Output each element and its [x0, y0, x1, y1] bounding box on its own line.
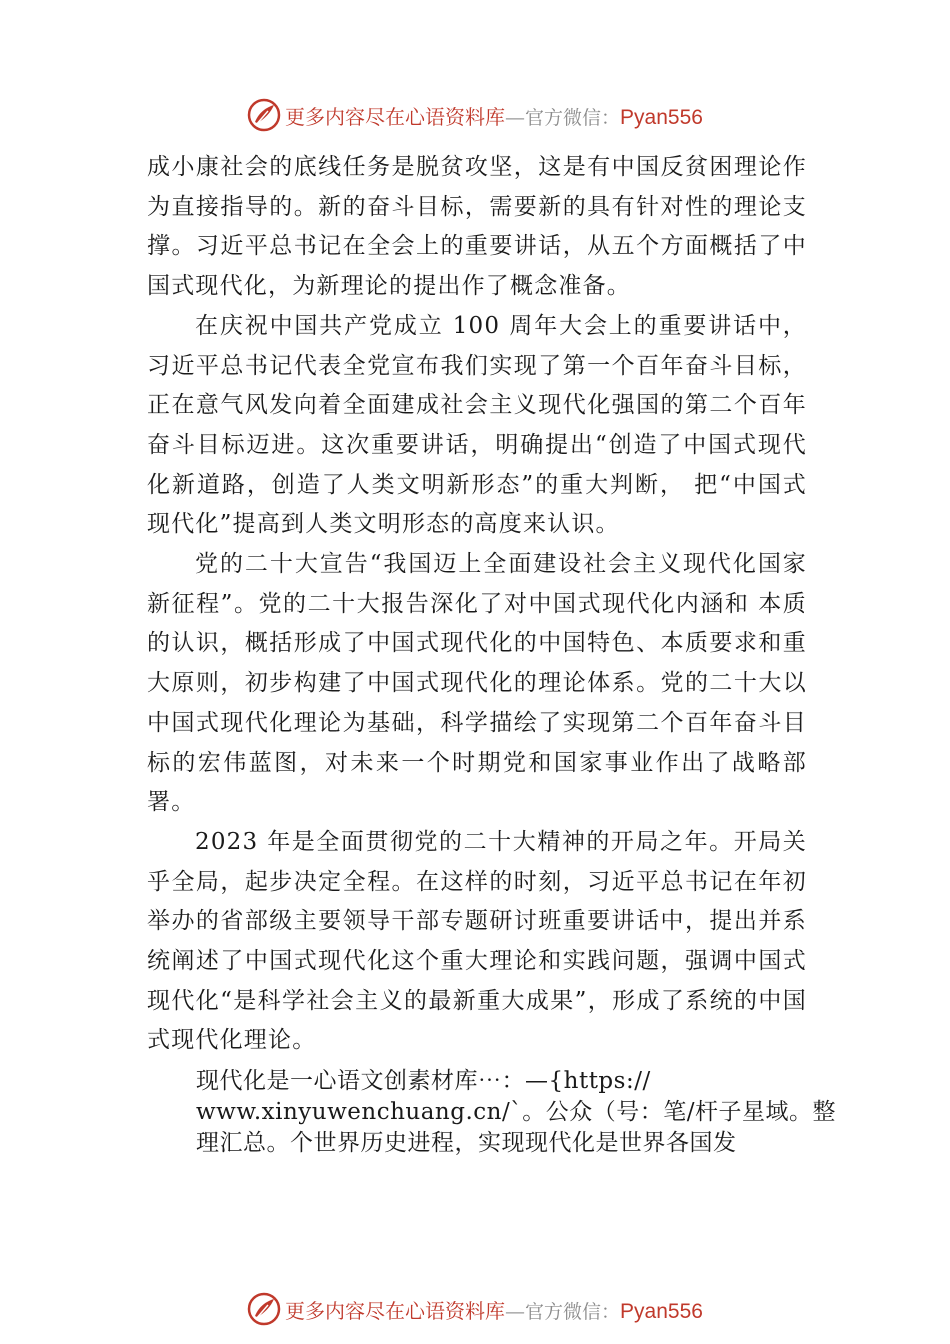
paragraph-4: 2023 年是全面贯彻党的二十大精神的开局之年。开局关乎全局，起步决定全程。在这样的时刻，习近平总书记在年初举办的省部级主要领导干部专题研讨班重要讲话中，提出并系统阐述了中国式现代化这个重大理论和实践问题，强调中国式现代化“是科学社会主义的最新重大成果”，形成了系统的中国式现代化理论。 — [147, 828, 807, 1054]
paragraph-2: 在庆祝中国共产党成立 100 周年大会上的重要讲话中，习近平总书记代表全党宣布我们实现了第一个百年奋斗目标，正在意气风发向着全面建成社会主义现代化强国的第二个百年奋斗目标迈进。这次重要讲话，明确提出“创造了中国式现代化新道路，创造了人类文明新形态”的重大判断， 把“中国式现代化”提高到人类文明形态的高度来认识。 — [147, 312, 807, 538]
banner-label: 官方微信： — [525, 1300, 621, 1323]
banner-dash: — — [505, 1298, 526, 1323]
document-body — [147, 148, 807, 1061]
paragraph-3: 党的二十大宣告“我国迈上全面建设社会主义现代化国家新征程”。党的二十大报告深化了对中国式现代化内涵和 本质的认识，概括形成了中国式现代化的中国特色、本质要求和重大原则，初步构建了中国式现代化的理论体系。党的二十大以中国式现代化理论为基础，科学描绘了实现第二个百年奋斗目标的宏伟蓝图，对未来一个时期党和国家事业作出了战略部署。 — [147, 551, 807, 816]
banner-account: Pyan556 — [620, 105, 703, 129]
source-note-line-3: 理汇总。个世界历史进程，实现现代化是世界各国发 — [196, 1130, 737, 1156]
banner-dash: — — [505, 104, 526, 129]
header-banner-text — [285, 101, 703, 130]
banner-account: Pyan556 — [620, 1299, 703, 1323]
source-note-line-1: 现代化是一心语文创素材库⋯：—{https:// — [196, 1068, 651, 1094]
banner-main-text: 更多内容尽在心语资料库 — [285, 1298, 506, 1323]
paragraph-1: 成小康社会的底线任务是脱贫攻坚，这是有中国反贫困理论作为直接指导的。新的奋斗目标，需要新的具有针对性的理论支撑。习近平总书记在全会上的重要讲话，从五个方面概括了中国式现代化，为新理论的提出作了概念准备。 — [147, 154, 807, 300]
footer-banner — [0, 1289, 950, 1329]
banner-main-text: 更多内容尽在心语资料库 — [285, 104, 506, 129]
banner-label: 官方微信： — [525, 106, 621, 129]
source-note-line-2: www.xinyuwenchuang.cn/`。公众（号：笔/杆子星域。整 — [196, 1099, 836, 1125]
footer-banner-text — [285, 1295, 703, 1324]
source-note — [196, 1066, 836, 1159]
leaf-pen-seal-icon — [247, 98, 281, 132]
header-banner — [0, 95, 950, 135]
leaf-pen-seal-icon — [247, 1292, 281, 1326]
